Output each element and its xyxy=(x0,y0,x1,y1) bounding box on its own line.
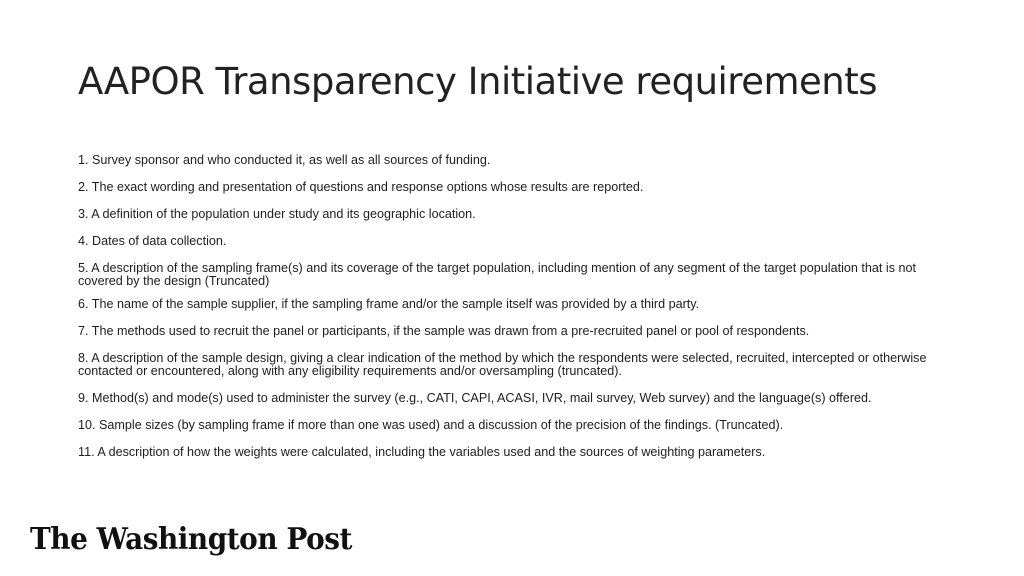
washington-post-logo: The Washington Post xyxy=(30,522,352,557)
list-item: 9. Method(s) and mode(s) used to administer the survey (e.g., CATI, CAPI, ACASI, IVR, mail survey, Web survey) and the language(s) offered. xyxy=(78,391,872,405)
list-item: 11. A description of how the weights were calculated, including the variables used and the sources of weighting parameters. xyxy=(78,445,766,459)
list-item: 10. Sample sizes (by sampling frame if more than one was used) and a discussion of the precision of the findings. (Truncated). xyxy=(78,418,784,432)
list-item: 6. The name of the sample supplier, if the sampling frame and/or the sample itself was provided by a third party. xyxy=(78,297,700,311)
list-item: 8. A description of the sample design, giving a clear indication of the method by which the respondents were selected, recruited, intercepted or otherwise contacted or encountered, along with any eligibility requirements and/or oversampling (truncated). xyxy=(78,351,927,378)
requirements-list xyxy=(78,154,948,473)
list-item: 5. A description of the sampling frame(s) and its coverage of the target population, including mention of any segment of the target population that is not covered by the design (Truncated) xyxy=(78,261,916,288)
slide-title: AAPOR Transparency Initiative requirements xyxy=(78,60,877,103)
list-item: 7. The methods used to recruit the panel or participants, if the sample was drawn from a pre-recruited panel or pool of respondents. xyxy=(78,324,810,338)
list-item: 4. Dates of data collection. xyxy=(78,234,227,248)
list-item: 3. A definition of the population under study and its geographic location. xyxy=(78,207,476,221)
list-item: 2. The exact wording and presentation of questions and response options whose results are reported. xyxy=(78,180,644,194)
list-item: 1. Survey sponsor and who conducted it, as well as all sources of funding. xyxy=(78,153,491,167)
